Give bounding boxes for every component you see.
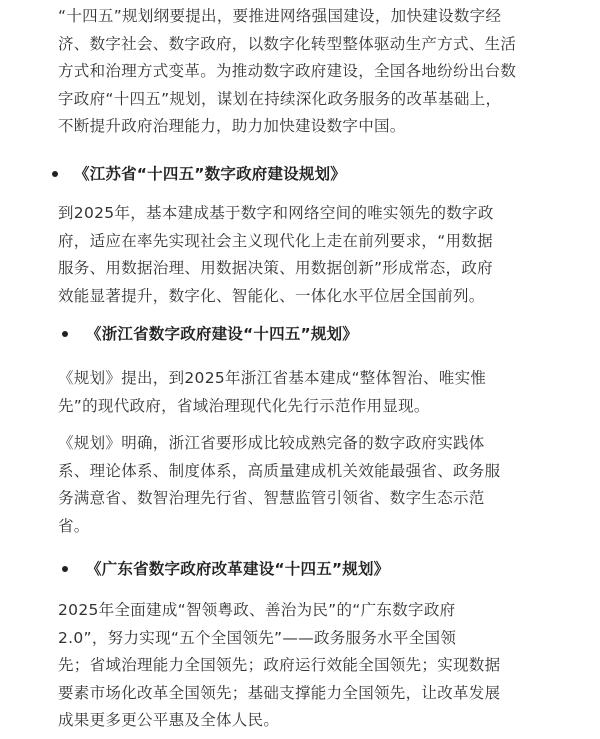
text-line: 府，适应在率先实现社会主义现代化上走在前列要求，“用数据	[58, 231, 493, 250]
text-line: 《规划》提出，到2025年浙江省基本建成“整体智治、唯实惟	[58, 369, 487, 387]
text-line: 不断提升政府治理能力，助力加快建设数字中国。	[58, 117, 406, 135]
bullet-icon	[62, 566, 68, 572]
text-line: 系、理论体系、制度体系，高质量建成机关效能最强省、政务服	[58, 461, 501, 480]
text-line: 2025年全面建成“智领粤政、善治为民”的“广东数字政府	[58, 601, 456, 619]
text-line: 到2025年，基本建成基于数字和网络空间的唯实领先的数字政	[58, 204, 494, 222]
text-line: 先”的现代政府，省域治理现代化先行示范作用显现。	[58, 396, 430, 415]
text-line: 《规划》明确，浙江省要形成比较成熟完备的数字政府实践体	[58, 434, 485, 452]
text-line: 方式和治理方式变革。为推动数字政府建设，全国各地纷纷出台数	[58, 62, 517, 80]
text-line: 服务、用数据治理、用数据决策、用数据创新”形成常态，政府	[58, 259, 493, 277]
text-line: “十四五”规划纲要提出，要推进网络强国建设，加快建设数字经	[58, 7, 502, 25]
text-line: 要素市场化改革全国领先；基础支撑能力全国领先，让改革发展	[58, 683, 501, 702]
zhejiang-paragraph-1	[58, 365, 558, 420]
text-line: 济、数字社会、数字政府，以数字化转型整体驱动生产方式、生活	[58, 34, 517, 53]
intro-paragraph	[58, 3, 558, 141]
section-heading-jiangsu	[52, 160, 572, 188]
guangdong-paragraph	[58, 597, 558, 735]
section-title: 《广东省数字政府改革建设“十四五”规划》	[86, 560, 390, 578]
section-title: 《江苏省“十四五”数字政府建设规划》	[74, 165, 346, 183]
text-line: 2.0”，努力实现“五个全国领先”——政务服务水平全国领	[58, 628, 457, 647]
text-line: 效能显著提升，数字化、智能化、一体化水平位居全国前列。	[58, 286, 485, 305]
jiangsu-paragraph	[58, 200, 558, 310]
section-heading-zhejiang	[52, 320, 572, 348]
text-line: 成果更多更公平惠及全体人民。	[58, 711, 280, 729]
text-line: 字政府“十四五”规划，谋划在持续深化政务服务的改革基础上，	[58, 89, 502, 108]
bullet-icon	[52, 171, 58, 177]
zhejiang-paragraph-2	[58, 430, 558, 540]
bullet-icon	[62, 331, 68, 337]
section-heading-guangdong	[52, 555, 572, 583]
text-line: 先；省域治理能力全国领先；政府运行效能全国领先；实现数据	[58, 656, 501, 674]
text-line: 务满意省、数智治理先行省、智慧监管引领省、数字生态示范	[58, 489, 485, 507]
section-title: 《浙江省数字政府建设“十四五”规划》	[86, 325, 358, 343]
text-line: 省。	[58, 516, 90, 535]
